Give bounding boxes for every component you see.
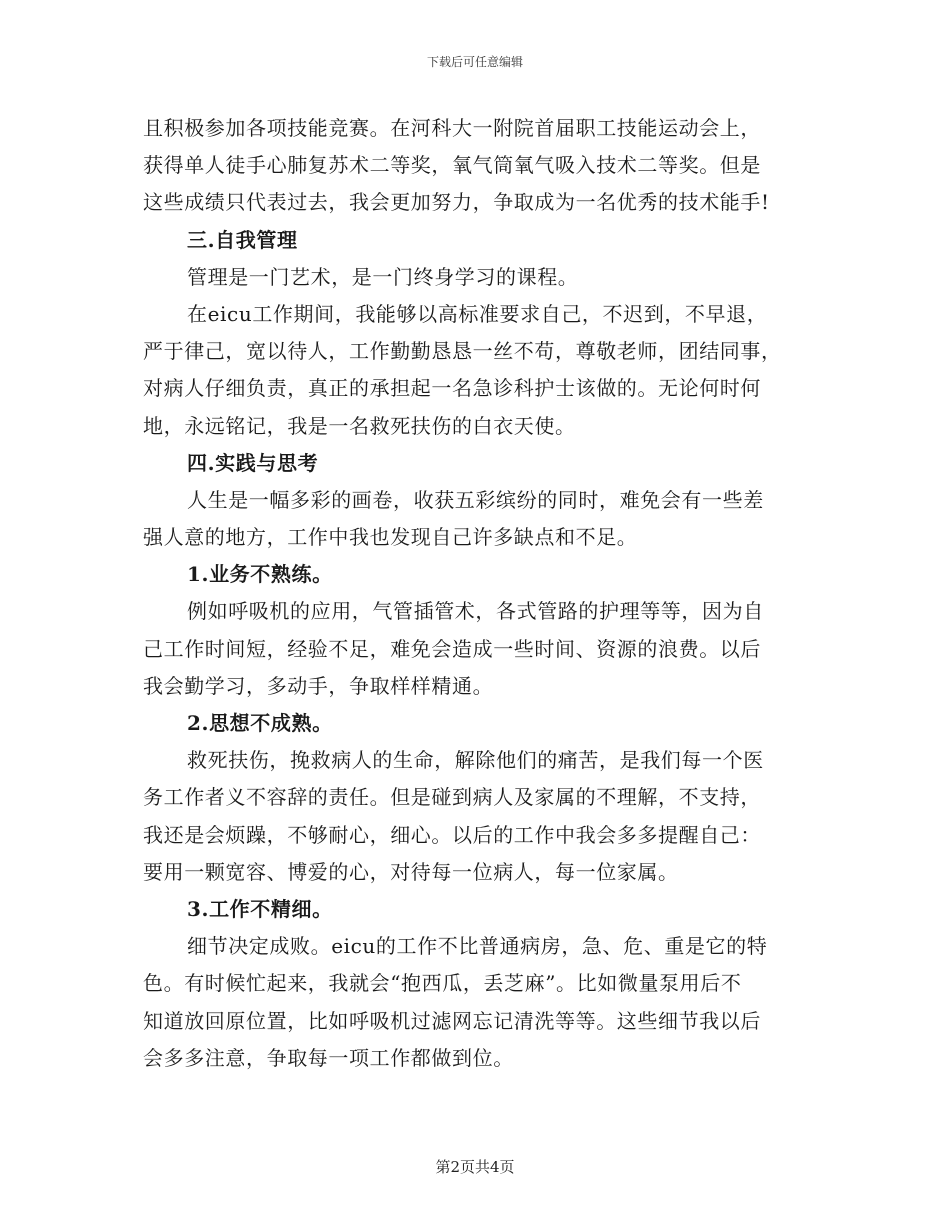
body-line: 己工作时间短，经验不足，难免会造成一些时间、资源的浪费。以后	[143, 636, 761, 661]
body-line: 会多多注意，争取每一项工作都做到位。	[143, 1045, 514, 1070]
body-line: 且积极参加各项技能竞赛。在河科大一附院首届职工技能运动会上，	[143, 116, 761, 140]
body-line: 知道放回原位置，比如呼吸机过滤网忘记清洗等等。这些细节我以后	[143, 1008, 761, 1033]
body-line: 对病人仔细负责，真正的承担起一名急诊科护士该做的。无论何时何	[143, 376, 761, 401]
page-footer: 第2页共4页	[435, 1158, 515, 1176]
body-line: 色。有时候忙起来，我就会“抱西瓜，丢芝麻”。比如微量泵用后不	[143, 971, 742, 996]
body-line: 地，永远铭记，我是一名救死扶伤的白衣天使。	[143, 413, 576, 438]
body-line: 在eicu工作期间，我能够以高标准要求自己，不迟到，不早退，	[187, 301, 768, 326]
body-line: 要用一颗宽容、博爱的心，对待每一位病人，每一位家属。	[143, 859, 679, 884]
body-line: 这些成绩只代表过去，我会更加努力，争取成为一名优秀的技术能手!	[143, 190, 770, 215]
subsection-heading: 1.业务不熟练。	[187, 562, 333, 587]
body-line: 我还是会烦躁，不够耐心，细心。以后的工作中我会多多提醒自己：	[143, 822, 761, 847]
body-line: 务工作者义不容辞的责任。但是碰到病人及家属的不理解，不支持，	[143, 785, 761, 810]
section-heading: 四.实践与思考	[187, 450, 319, 475]
subsection-heading: 3.工作不精细。	[187, 896, 333, 921]
body-line: 管理是一门艺术，是一门终身学习的课程。	[187, 264, 579, 289]
body-line: 严于律己，宽以待人，工作勤勤恳恳一丝不苟，尊敬老师，团结同事，	[143, 339, 782, 364]
body-line: 救死扶伤，挽救病人的生命，解除他们的痛苦，是我们每一个医	[187, 748, 764, 773]
page-header: 下载后可任意编辑	[426, 55, 523, 69]
section-heading: 三.自我管理	[187, 227, 298, 252]
body-line: 我会勤学习，多动手，争取样样精通。	[143, 673, 494, 698]
body-line: 强人意的地方，工作中我也发现自己许多缺点和不足。	[143, 525, 638, 550]
document-body	[143, 110, 803, 1077]
subsection-heading: 2.思想不成熟。	[187, 711, 333, 735]
body-line: 获得单人徒手心肺复苏术二等奖，氧气筒氧气吸入技术二等奖。但是	[143, 153, 761, 178]
body-line: 人生是一幅多彩的画卷，收获五彩缤纷的同时，难免会有一些差	[187, 487, 764, 512]
body-line: 细节决定成败。eicu的工作不比普通病房，急、危、重是它的特	[187, 934, 768, 959]
body-line: 例如呼吸机的应用，气管插管术，各式管路的护理等等，因为自	[187, 599, 764, 624]
